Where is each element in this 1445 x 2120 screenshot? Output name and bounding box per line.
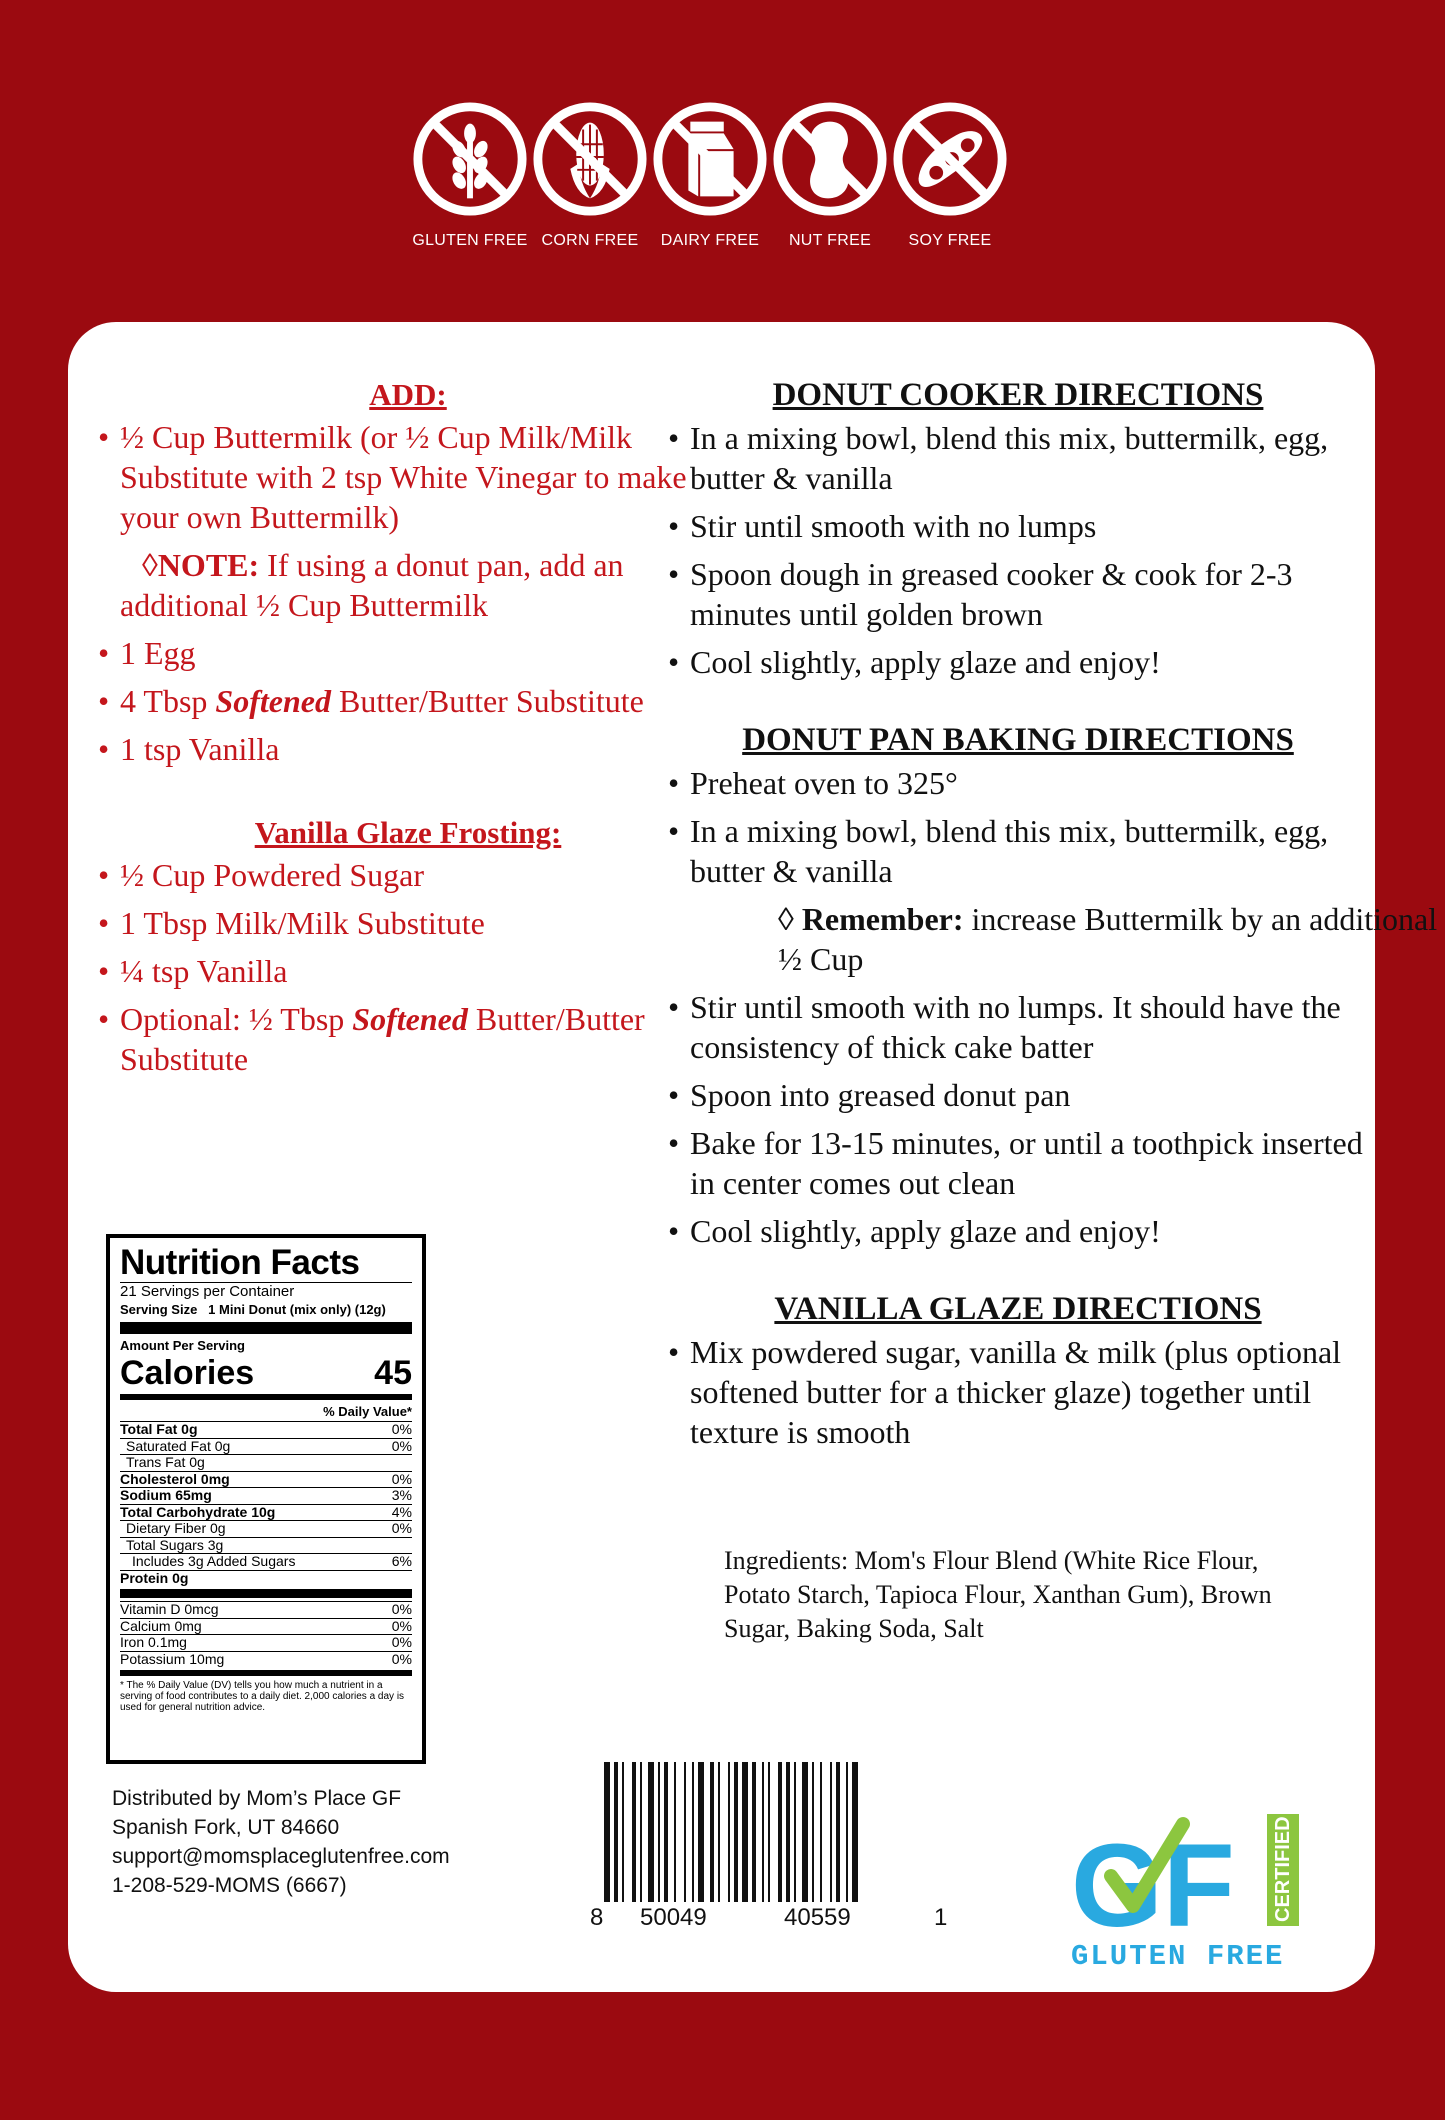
glaze-list (98, 855, 718, 1079)
nutrient-label: Protein 0g (120, 1569, 189, 1586)
note: ◊NOTE: If using a donut pan, add an additional ½ Cup Buttermilk (120, 547, 624, 623)
serving-size-value: 1 Mini Donut (mix only) (12g) (208, 1302, 386, 1317)
nutrition-facts-panel (106, 1234, 426, 1764)
barcode-bar (802, 1762, 808, 1902)
info-card (68, 322, 1438, 1992)
nutrient-row (120, 1471, 412, 1488)
amount-per-serving: Amount Per Serving (120, 1338, 245, 1353)
allergen-label: CORN FREE (541, 232, 639, 249)
barcode-bar (752, 1762, 756, 1902)
barcode-bar (698, 1762, 704, 1902)
barcode-bar (836, 1762, 840, 1902)
right-column (668, 377, 1445, 1460)
barcode-bar (852, 1762, 858, 1902)
wheat-crossed-icon (411, 100, 529, 218)
list-item: • In a mixing bowl, blend this mix, buttermilk, egg, butter & vanilla (668, 418, 1350, 498)
nutrient-dv: 0% (391, 1520, 412, 1536)
barcode-bar (734, 1762, 738, 1902)
remember-label: Remember: (801, 901, 964, 937)
list-item-text: Butter/Butter Substitute (120, 1001, 645, 1077)
nutrient-dv: 0% (391, 1470, 412, 1487)
nutrient-dv: 0% (391, 1421, 412, 1437)
distributor-line: Distributed by Mom’s Place GF (112, 1787, 402, 1810)
list-item-text: Butter/Butter Substitute (330, 683, 644, 719)
nutrient-row (120, 1634, 412, 1651)
remember-note: ◊ Remember: increase Buttermilk by an additional ½ Cup (778, 901, 1438, 977)
pan-heading: DONUT PAN BAKING DIRECTIONS (742, 722, 1294, 758)
nutrient-label: Potassium 10mg (120, 1650, 225, 1667)
nutrient-dv: 0% (391, 1601, 412, 1617)
nutrient-row (120, 1553, 412, 1570)
nutrient-dv: 0% (391, 1650, 412, 1667)
barcode-digit: 1 (934, 1904, 948, 1931)
nutrient-label: Sodium 65mg (120, 1487, 212, 1503)
calories-value: 45 (374, 1354, 412, 1392)
barcode-bar (684, 1762, 686, 1902)
distributor-phone: 1-208-529-MOMS (6667) (112, 1874, 347, 1897)
barcode-bar (604, 1762, 610, 1902)
allergen-gluten-free (410, 100, 530, 250)
list-item (98, 681, 718, 721)
barcode-bar (820, 1762, 822, 1902)
add-heading: ADD: (369, 377, 447, 412)
allergen-icons (410, 100, 1030, 250)
nutrient-rows (120, 1421, 412, 1586)
list-item: • Spoon dough in greased cooker & cook for 2-3 minutes until golden brown (668, 554, 1380, 634)
vitamin-rows (120, 1601, 412, 1667)
nutrient-row (120, 1438, 412, 1455)
distributor-address: Spanish Fork, UT 84660 (112, 1816, 340, 1839)
nutrient-row (120, 1601, 412, 1618)
barcode-bar (786, 1762, 790, 1902)
nutrient-label: Total Sugars 3g (126, 1536, 224, 1553)
nutrient-row (120, 1504, 412, 1521)
allergen-nut-free (770, 100, 890, 250)
pan-list-2 (668, 987, 1445, 1251)
allergen-label: SOY FREE (908, 232, 992, 249)
list-item: • 1 tsp Vanilla (98, 729, 718, 769)
barcode-bar (640, 1762, 642, 1902)
gf-logo-text: GLUTEN FREE (1071, 1940, 1285, 1973)
corn-crossed-icon (531, 100, 649, 218)
list-item: • ½ Cup Powdered Sugar (98, 855, 718, 895)
barcode-bar (762, 1762, 764, 1902)
nutrition-footnote: * The % Daily Value (DV) tells you how much a nutrient in a serving of food contributes to a daily diet. 2,000 calories a day is used for general nutrition advice. (120, 1680, 405, 1713)
ingredients: Ingredients: Mom's Flour Blend (White Rice Flour, Potato Starch, Tapioca Flour, Xanthan Gum), Brown Sugar, Baking Soda, Salt (724, 1546, 1272, 1643)
list-item: • ½ Cup Buttermilk (or ½ Cup Milk/Milk Substitute with 2 tsp White Vinegar to make your own Buttermilk) (98, 417, 718, 537)
barcode-bar (768, 1762, 770, 1902)
dv-header: % Daily Value* (323, 1404, 412, 1419)
nutrient-dv: 0% (391, 1437, 412, 1454)
barcode-bar (648, 1762, 654, 1902)
nutrition-title: Nutrition Facts (120, 1243, 360, 1282)
nutrient-label: Calcium 0mg (120, 1617, 202, 1634)
milk-carton-crossed-icon (651, 100, 769, 218)
nutrient-row (120, 1618, 412, 1635)
vanilla-directions-heading: VANILLA GLAZE DIRECTIONS (774, 1291, 1262, 1327)
serving-size (120, 1301, 412, 1319)
nutrient-label: Saturated Fat 0g (126, 1437, 231, 1454)
barcode-bar (632, 1762, 636, 1902)
pan-list (668, 763, 1445, 891)
barcode-digit: 40559 (784, 1904, 851, 1931)
nutrient-dv: 3% (391, 1487, 412, 1503)
list-item: • Stir until smooth with no lumps. It should have the consistency of thick cake batter (668, 987, 1380, 1067)
nutrient-label: Cholesterol 0mg (120, 1470, 230, 1487)
distributor-info (112, 1784, 532, 1900)
remember-text: increase Buttermilk by an additional ½ Cup (778, 901, 1438, 977)
nutrient-label: Total Fat 0g (120, 1421, 198, 1437)
vanilla-list (668, 1332, 1445, 1452)
certified-text: CERTIFIED (1272, 1816, 1294, 1922)
cooker-list (668, 418, 1445, 682)
emphasis: Softened (215, 683, 331, 719)
barcode-bar (718, 1762, 720, 1902)
list-item-text: Optional: ½ Tbsp (120, 1001, 353, 1037)
calories-row (120, 1355, 412, 1391)
emphasis: Softened (352, 1001, 468, 1037)
barcode-bar (794, 1762, 796, 1902)
note-label: NOTE: (157, 547, 260, 583)
nutrient-label: Vitamin D 0mcg (120, 1601, 219, 1617)
note-text: If using a donut pan, add an additional ½ Cup Buttermilk (120, 547, 624, 623)
barcode-bar (830, 1762, 832, 1902)
add-list (98, 417, 718, 537)
list-item: • Stir until smooth with no lumps (668, 506, 1445, 546)
allergen-label: DAIRY FREE (660, 232, 760, 249)
list-item: • 1 Tbsp Milk/Milk Substitute (98, 903, 718, 943)
add-list-2 (98, 633, 718, 769)
barcode-bar (674, 1762, 676, 1902)
soybean-crossed-icon (891, 100, 1009, 218)
peanut-crossed-icon (771, 100, 889, 218)
gluten-free-certified-logo (1071, 1814, 1311, 1974)
nutrient-dv: 0% (391, 1634, 412, 1650)
nutrient-label: Dietary Fiber 0g (126, 1520, 226, 1536)
list-item: • Bake for 13-15 minutes, or until a toothpick inserted in center comes out clean (668, 1123, 1390, 1203)
barcode-digit: 50049 (640, 1904, 707, 1931)
barcode-bar (742, 1762, 748, 1902)
list-item: • Cool slightly, apply glaze and enjoy! (668, 1211, 1445, 1251)
barcode-digit: 8 (590, 1904, 604, 1931)
calories-label: Calories (120, 1354, 255, 1392)
list-item: • 1 Egg (98, 633, 718, 673)
gf-letters: GF (1071, 1820, 1235, 1952)
nutrient-row (120, 1537, 412, 1554)
glaze-heading: Vanilla Glaze Frosting: (254, 815, 562, 850)
nutrient-row (120, 1570, 412, 1587)
list-item: • Preheat oven to 325° (668, 763, 1445, 803)
allergen-label: NUT FREE (788, 232, 872, 249)
list-item: • Spoon into greased donut pan (668, 1075, 1445, 1115)
serving-size-label: Serving Size (120, 1302, 198, 1317)
allergen-corn-free (530, 100, 650, 250)
nutrient-label: Trans Fat 0g (126, 1454, 205, 1470)
nutrient-row (120, 1520, 412, 1537)
barcode-bar (622, 1762, 624, 1902)
list-item: • In a mixing bowl, blend this mix, buttermilk, egg, butter & vanilla (668, 811, 1350, 891)
nutrient-dv: 6% (391, 1553, 412, 1569)
nutrient-label: Includes 3g Added Sugars (132, 1553, 296, 1569)
nutrient-dv: 0% (391, 1617, 412, 1634)
nutrient-row (120, 1651, 412, 1668)
list-item: • Cool slightly, apply glaze and enjoy! (668, 642, 1445, 682)
barcode-image (600, 1762, 930, 1902)
barcode-bar (692, 1762, 694, 1902)
barcode-bar (664, 1762, 668, 1902)
barcode-bar (614, 1762, 618, 1902)
cooker-heading: DONUT COOKER DIRECTIONS (772, 377, 1264, 413)
list-item: • ¼ tsp Vanilla (98, 951, 718, 991)
allergen-dairy-free (650, 100, 770, 250)
allergen-soy-free (890, 100, 1010, 250)
barcode-bar (846, 1762, 848, 1902)
list-item: • Mix powdered sugar, vanilla & milk (plus optional softened butter for a thicker glaze) together until texture is smooth (668, 1332, 1380, 1452)
distributor-email: support@momsplaceglutenfree.com (112, 1845, 450, 1868)
list-item-text: 4 Tbsp (120, 683, 208, 719)
barcode-digits (578, 1904, 958, 1934)
nutrient-dv: 4% (391, 1503, 412, 1520)
servings: 21 Servings per Container (120, 1283, 295, 1300)
nutrient-label: Iron 0.1mg (120, 1634, 187, 1650)
barcode-bar (728, 1762, 730, 1902)
allergen-label: GLUTEN FREE (412, 232, 528, 249)
nutrient-label: Total Carbohydrate 10g (120, 1503, 276, 1520)
barcode-bar (710, 1762, 714, 1902)
list-item (98, 999, 718, 1079)
nutrient-row (120, 1454, 412, 1471)
nutrient-row (120, 1421, 412, 1438)
barcode-bar (778, 1762, 782, 1902)
nutrient-row (120, 1487, 412, 1504)
barcode-bar (658, 1762, 660, 1902)
left-column (98, 377, 718, 1087)
barcode-bar (812, 1762, 814, 1902)
